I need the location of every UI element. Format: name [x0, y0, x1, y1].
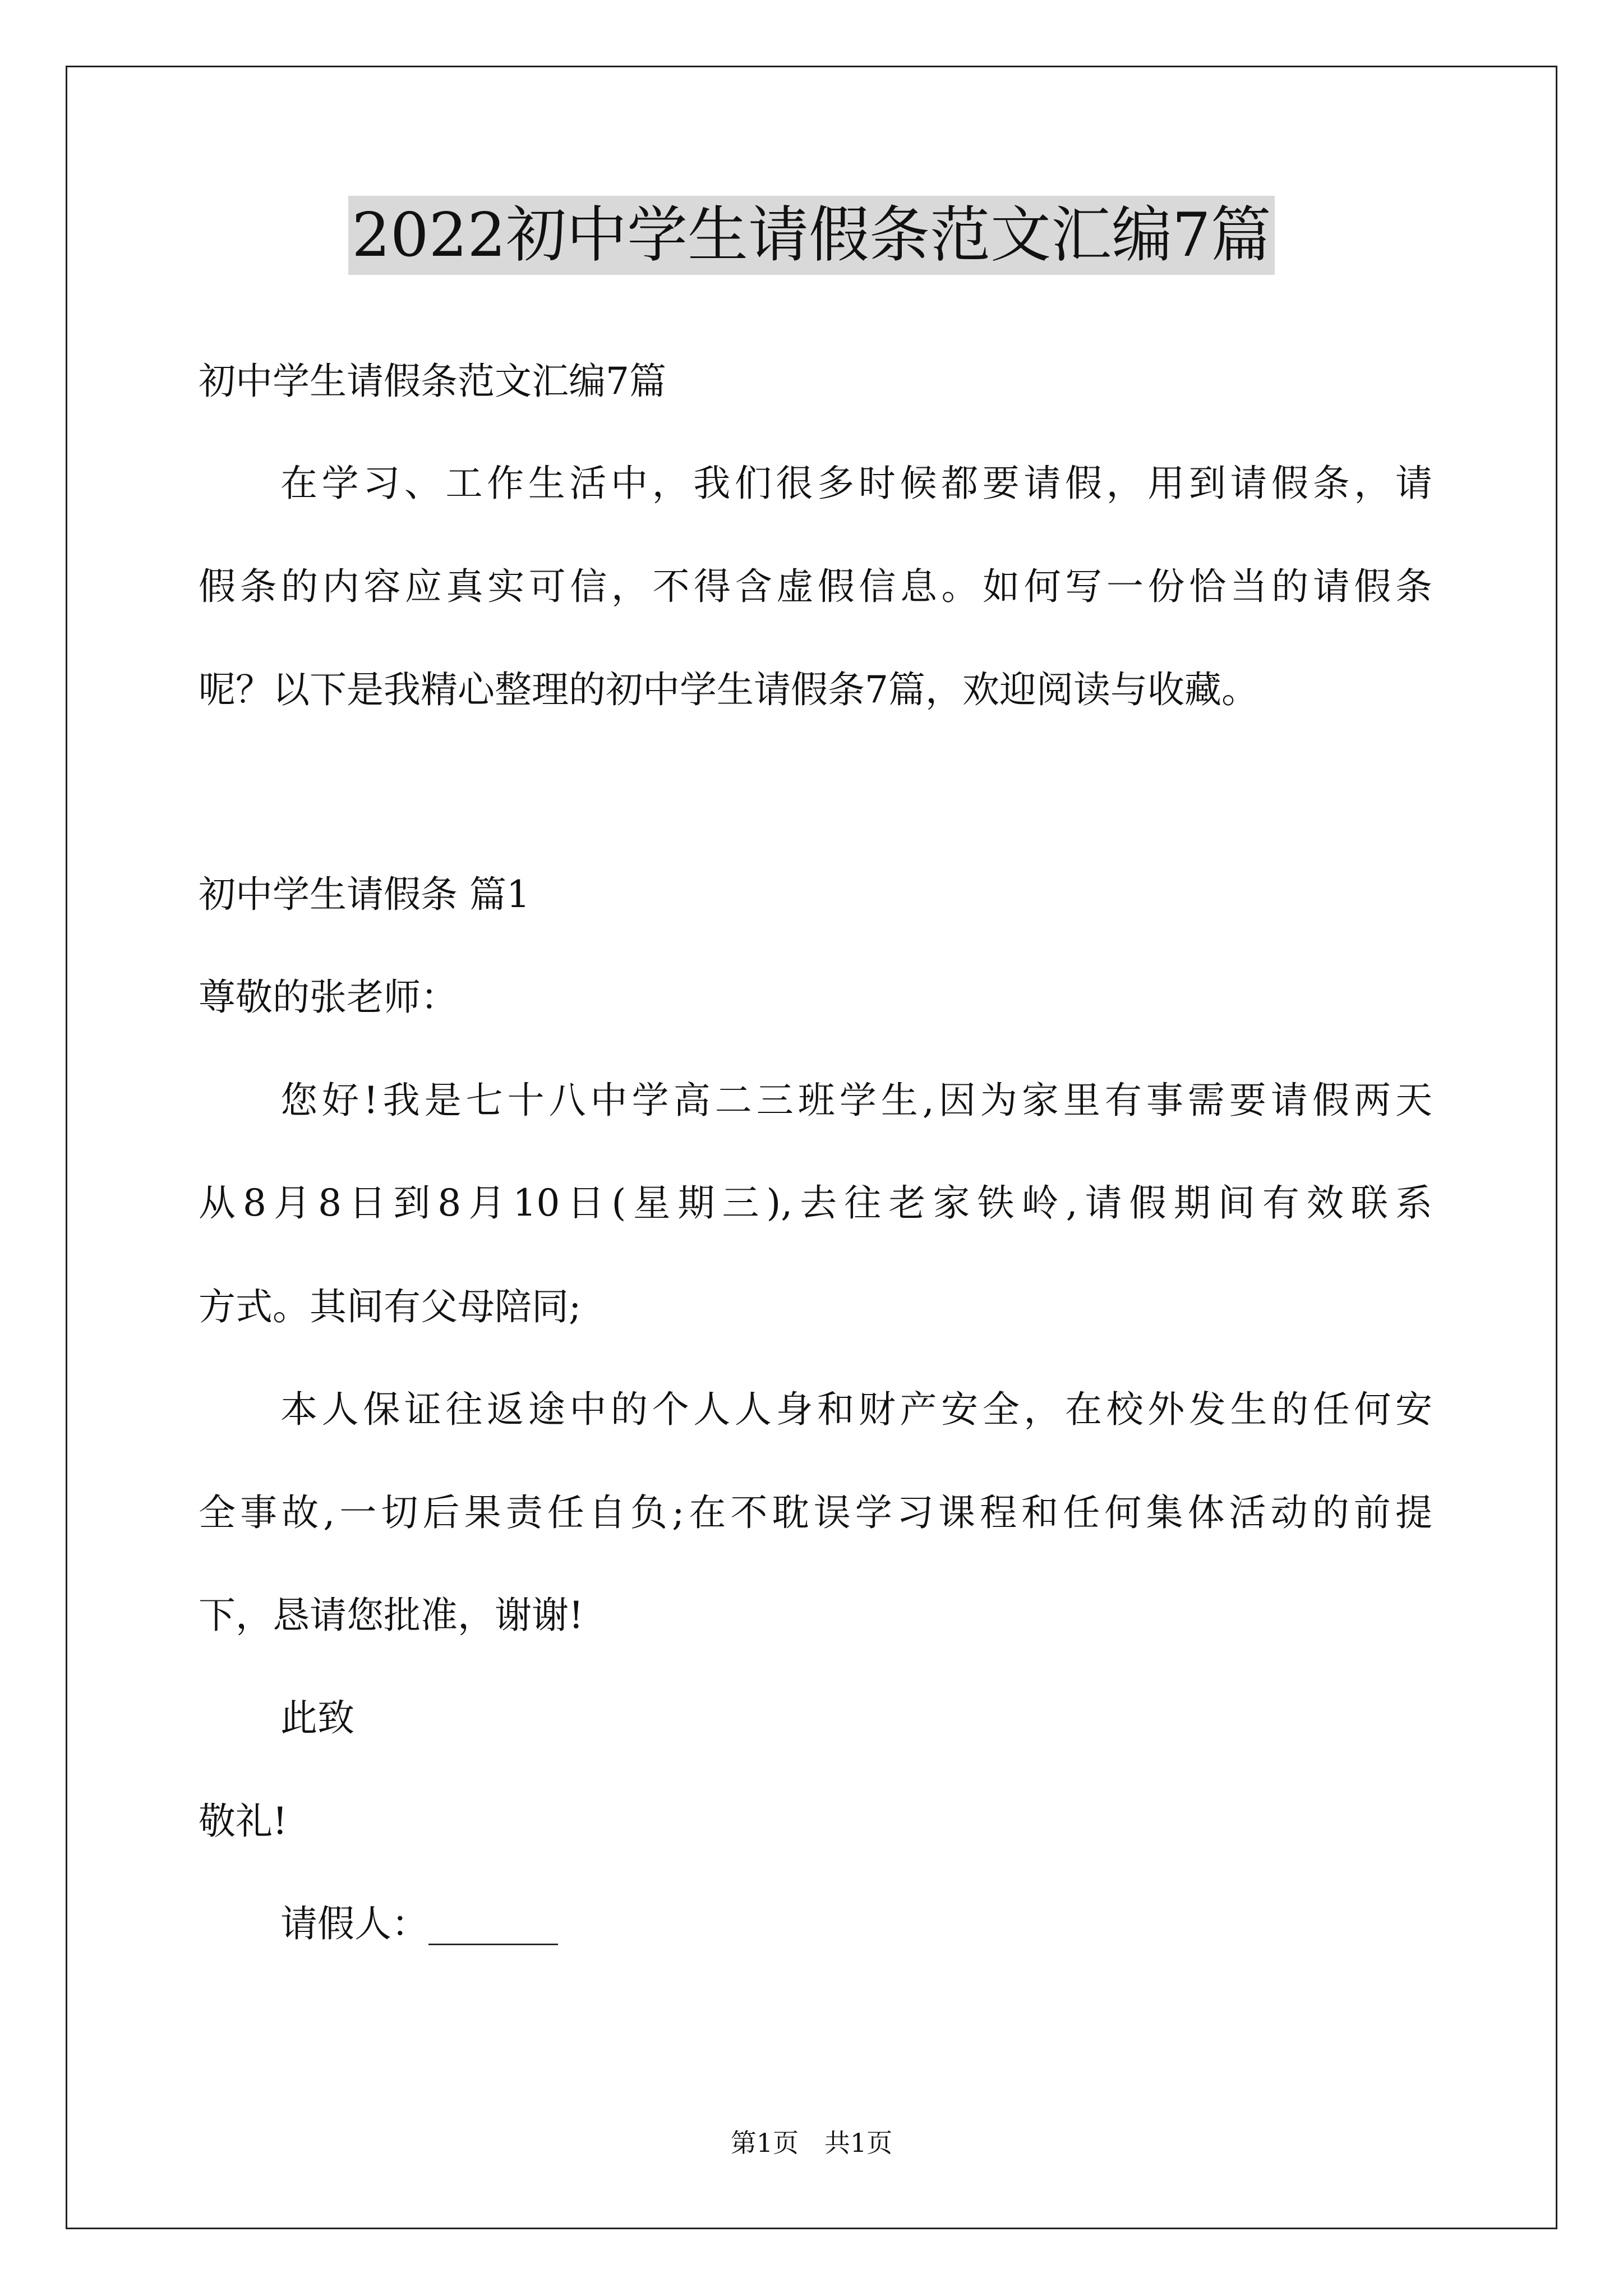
document-subtitle: 初中学生请假条范文汇编7篇	[199, 360, 666, 403]
signature-line: 请假人：_______	[280, 1902, 558, 1945]
salutation: 尊敬的张老师：	[199, 976, 458, 1019]
body-p1-line-2: 从8月8日到8月10日(星期三),去往老家铁岭,请假期间有效联系	[199, 1181, 1432, 1225]
intro-line-3: 呢？以下是我精心整理的初中学生请假条7篇，欢迎阅读与收藏。	[199, 668, 1258, 711]
intro-line-2: 假条的内容应真实可信，不得含虚假信息。如何写一份恰当的请假条	[199, 565, 1432, 608]
body-p2-line-3: 下，恳请您批准，谢谢!	[199, 1594, 584, 1637]
page-footer	[0, 2126, 1623, 2160]
body-p1-line-1: 您好!我是七十八中学高二三班学生,因为家里有事需要请假两天	[280, 1079, 1432, 1122]
body-p2-line-1: 本人保证往返途中的个人人身和财产安全，在校外发生的任何安	[280, 1388, 1432, 1431]
intro-line-1: 在学习、工作生活中，我们很多时候都要请假，用到请假条，请	[280, 462, 1432, 505]
document-title	[0, 196, 1623, 275]
section-heading: 初中学生请假条 篇1	[199, 873, 530, 916]
page-number: 第1页 共1页	[730, 2128, 893, 2158]
body-p2-line-2: 全事故,一切后果责任自负;在不耽误学习课程和任何集体活动的前提	[199, 1491, 1432, 1534]
document-title-text: 2022初中学生请假条范文汇编7篇	[348, 196, 1275, 275]
closing-line-1: 此致	[280, 1696, 354, 1740]
body-p1-line-3: 方式。其间有父母陪同;	[199, 1285, 582, 1328]
closing-line-2: 敬礼!	[199, 1800, 288, 1843]
